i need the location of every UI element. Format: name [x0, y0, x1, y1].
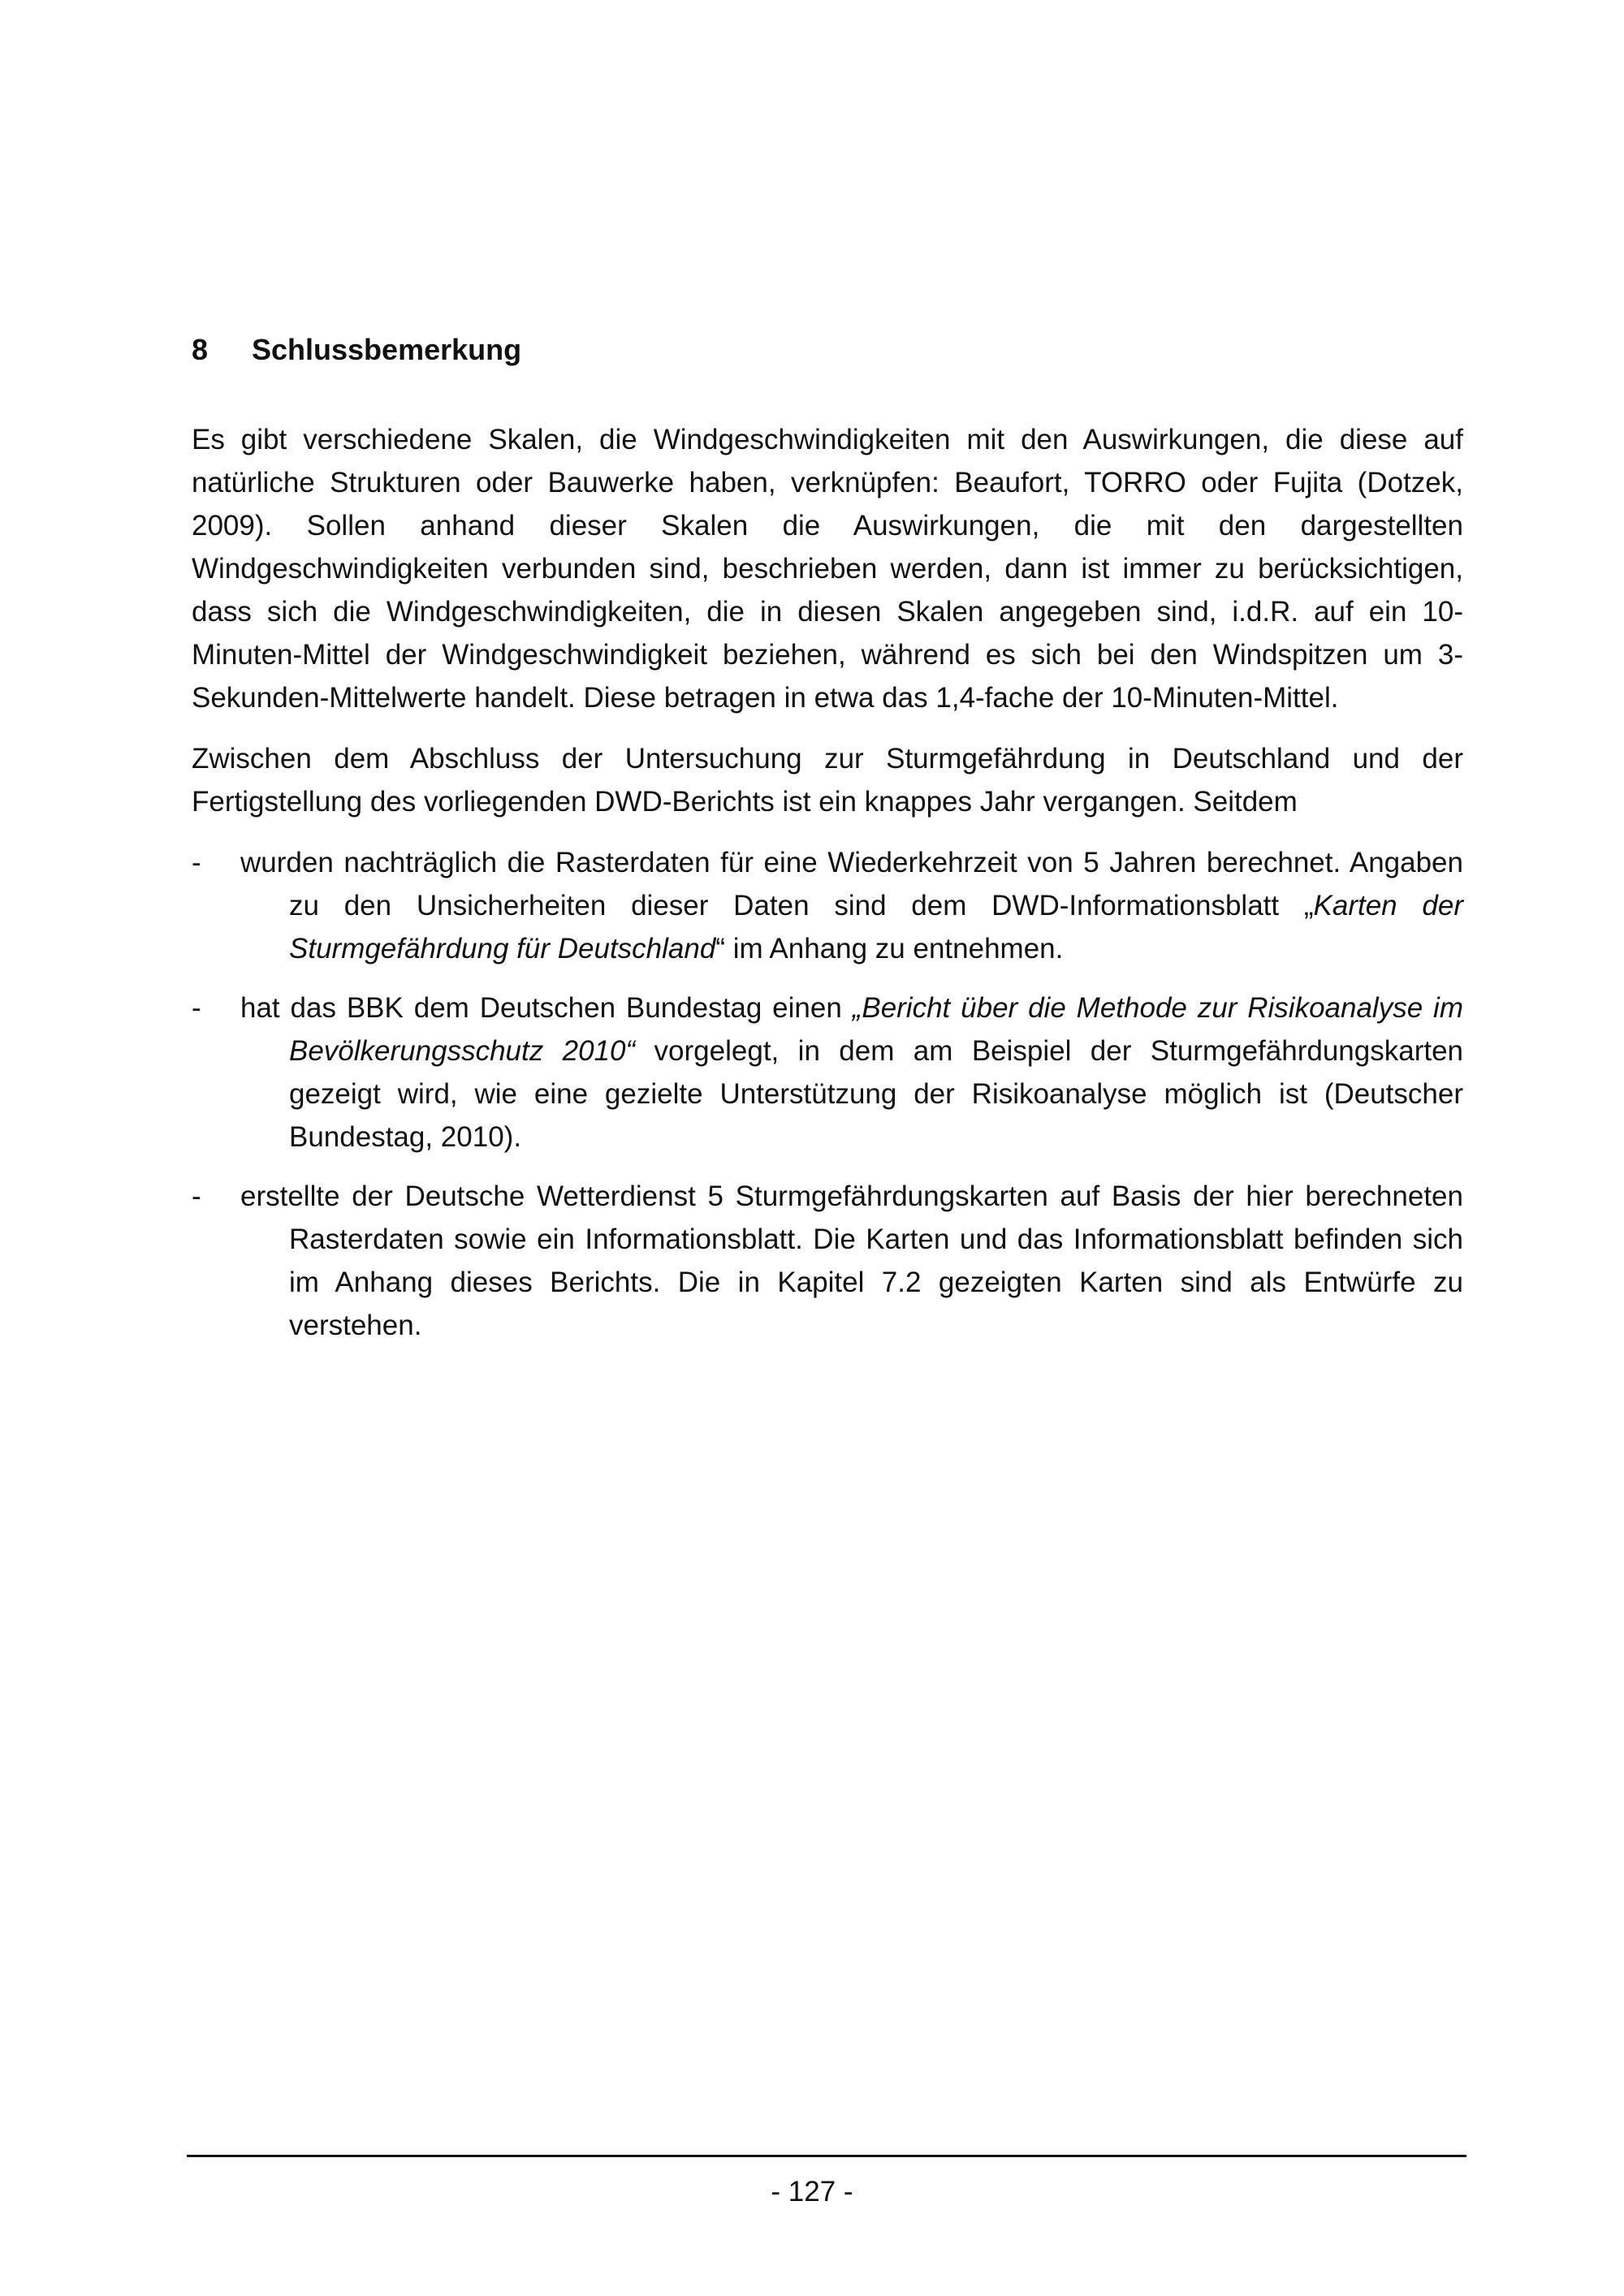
list-item-text: erstellte der Deutsche Wetterdienst 5 Sturmgefährdungskarten auf Basis der hier berechneten Rasterdaten sowie ein Informationsblatt. Die Karten und das Informationsblatt befinden sich im Anhang dieses Berichts. Die in Kapitel 7.2 gezeigten Karten sind als Entwürfe zu verstehen. — [240, 1180, 1463, 1341]
paragraph-1: Es gibt verschiedene Skalen, die Windgeschwindigkeiten mit den Auswirkungen, die diese auf natürliche Strukturen oder Bauwerke haben, verknüpfen: Beaufort, TORRO oder Fujita (Dotzek, 2009). Sollen anhand dieser Skalen die Auswirkungen, die mit den dargestellten Windgeschwindigkeiten verbunden sind, beschrieben werden, dann ist immer zu berücksichtigen, dass sich die Windgeschwindigkeiten, die in diesen Skalen angegeben sind, i.d.R. auf ein 10-Minuten-Mittel der Windgeschwindigkeit beziehen, während es sich bei den Windspitzen um 3-Sekunden-Mittelwerte handelt. Diese betragen in etwa das 1,4-fache der 10-Minuten-Mittel. — [192, 424, 1463, 714]
list-item-text-end: “ im Anhang zu entnehmen. — [715, 933, 1064, 965]
bullet-dash: - — [192, 847, 201, 878]
list-item-italic-text: „Bericht über die Methode zur Risikoanalyse im Bevölkerungsschutz 2010“ — [289, 992, 1463, 1067]
bullet-dash: - — [192, 992, 201, 1024]
bullet-dash: - — [192, 1180, 201, 1212]
section-title: Schlussbemerkung — [252, 333, 522, 366]
bullet-list — [192, 841, 1463, 1347]
section-number: 8 — [192, 333, 209, 366]
list-item — [192, 1175, 1463, 1347]
page-number: - 127 - — [771, 2176, 853, 2208]
page-content — [192, 329, 1463, 1363]
section-heading — [192, 329, 1463, 371]
list-item — [192, 841, 1463, 970]
list-item-text-end: vorgelegt, in dem am Beispiel der Sturmgefährdungskarten gezeigt wird, wie eine gezielte Unterstützung der Risikoanalyse möglich ist (Deutscher Bundestag, 2010). — [289, 1035, 1463, 1153]
list-item-text: wurden nachträglich die Rasterdaten für eine Wiederkehrzeit von 5 Jahren berechnet. Angaben zu den Unsicherheiten dieser Daten sind dem DWD-Informationsblatt „ — [240, 847, 1463, 921]
list-item-text: hat das BBK dem Deutschen Bundestag einen — [240, 992, 853, 1024]
footer-rule — [187, 2155, 1466, 2157]
list-item-italic-text: Karten der Sturmgefährdung für Deutschland — [289, 890, 1463, 965]
list-item — [192, 986, 1463, 1159]
paragraph-2: Zwischen dem Abschluss der Untersuchung zur Sturmgefährdung in Deutschland und der Fertigstellung des vorliegenden DWD-Berichts ist ein knappes Jahr vergangen. Seitdem — [192, 743, 1463, 818]
